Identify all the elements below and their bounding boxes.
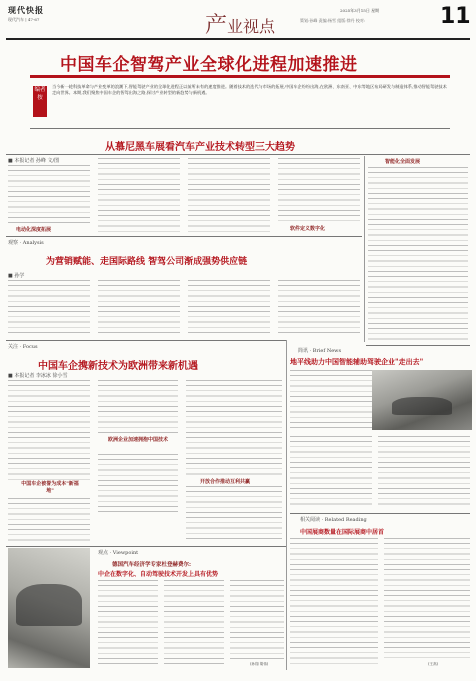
- article-byline: ■ 本报记者 孙峰 文/图: [8, 158, 60, 164]
- viewpoint-column-3: [230, 580, 284, 660]
- paper-name: 现代快报: [8, 5, 44, 15]
- focus-subhead-2: 欧洲企业加速拥抱中国技术: [108, 437, 169, 443]
- viewpoint-title-2: 中企在数字化、自动驾驶技术开发上具有优势: [98, 571, 219, 578]
- focus-byline: ■ 本报记者 李冰冰 徐小雪: [8, 373, 68, 379]
- focus-subhead-3: 开放合作推动互利共赢: [200, 479, 251, 485]
- viewpoint-photo: [8, 548, 90, 668]
- related-tag: 相关阅读 · Related Reading: [300, 517, 367, 523]
- section-rest: 业视点: [227, 17, 276, 36]
- related-credit: (王高): [428, 662, 438, 666]
- related-title: 中国展商数量在国际展商中居首: [300, 529, 385, 536]
- article-column-1: [8, 165, 90, 225]
- column-divider: [286, 340, 287, 670]
- focus-rule: [6, 340, 286, 341]
- brief-column-1: [290, 370, 372, 432]
- issue-date: 2025年3月15日 星期: [340, 8, 380, 13]
- article-subhead-1: 电动化深度拓展: [16, 227, 52, 233]
- page-number: 11: [440, 4, 471, 29]
- analysis-column-3: [188, 280, 270, 336]
- viewpoint-title-1: 德国汽车经济学专家杜登赫费尔:: [112, 562, 192, 568]
- viewpoint-rule: [6, 546, 286, 547]
- related-rule: [290, 513, 470, 514]
- editor-note: 当今新一轮科技革命与产业变革的浪潮下,智能驾驶产业的全球化进程正以前所未有的速度推进。随着技术的迭代与市场的拓展,中国车企纷纷出海,在欧洲、东南亚、中东等地区布局研发与制造体系,推动智能驾驶技术走向世界。本期,我们聚焦中国车企的智驾出海之路,探讨产业转型的新趋势与新机遇。: [52, 84, 447, 96]
- viewpoint-column-2: [164, 580, 224, 664]
- focus-title: 中国车企携新技术为欧洲带来新机遇: [38, 361, 198, 372]
- brief-title: 地平线助力中国智能辅助驾驶企业"走出去": [290, 357, 424, 366]
- hero-bottom-rule: [30, 128, 450, 129]
- article-column-4: [278, 158, 360, 223]
- brief-rule: [366, 345, 470, 346]
- top-divider: [6, 38, 470, 40]
- vehicle-image: [16, 584, 82, 626]
- article-rule: [6, 154, 470, 155]
- issue-meta: 策划:孙峰 责编:杨雪 组版:徐丹 校对:: [300, 18, 366, 23]
- analysis-column-2: [98, 280, 180, 336]
- focus-column-1: [8, 380, 90, 480]
- analysis-column-1: [8, 280, 90, 336]
- focus-column-2b: [98, 454, 178, 514]
- section-char: 产: [205, 13, 228, 38]
- article-column-2: [98, 158, 180, 233]
- paper-sub: 现代汽车 | 47-67: [8, 17, 40, 22]
- brief-column-3: [378, 436, 470, 508]
- article-column-5: [368, 167, 468, 342]
- analysis-rule: [6, 236, 362, 237]
- viewpoint-credit: (孙翔 胡伟): [250, 662, 269, 666]
- article-subhead-2: 软件定义数字化: [290, 226, 326, 232]
- focus-column-3: [186, 380, 282, 476]
- analysis-column-4: [278, 280, 360, 336]
- section-name: [205, 8, 275, 39]
- article-subhead-3: 智能化全面发展: [385, 159, 421, 165]
- viewpoint-tag: 观点 · Viewpoint: [98, 550, 139, 556]
- brief-photo: [372, 370, 472, 430]
- brief-column-2: [290, 436, 372, 508]
- focus-column-1b: [8, 498, 90, 544]
- car-image: [392, 397, 452, 415]
- focus-column-3b: [186, 486, 282, 542]
- editor-note-tag: 编者按: [33, 86, 47, 117]
- article-title: 从慕尼黑车展看汽车产业技术转型三大趋势: [105, 142, 295, 153]
- brief-tag: 简讯 · Brief News: [298, 348, 342, 354]
- analysis-title: 为营销赋能、走国际路线 智驾公司渐成强势供应链: [46, 257, 248, 267]
- focus-subhead-1: 中国车企被誉为成本"新福地": [21, 481, 79, 494]
- focus-tag: 关注 · Focus: [8, 344, 38, 350]
- related-column-1: [290, 538, 378, 666]
- column-divider-top: [364, 156, 365, 342]
- analysis-tag: 观察 · Analysis: [8, 240, 44, 246]
- viewpoint-column-1: [98, 580, 158, 664]
- hero-title: 中国车企智驾产业全球化进程加速推进: [60, 55, 358, 75]
- hero-divider: [30, 75, 450, 78]
- related-column-2: [384, 538, 470, 658]
- analysis-byline: ■ 孙学: [8, 273, 25, 279]
- focus-column-2: [98, 380, 178, 435]
- article-column-3: [188, 158, 270, 233]
